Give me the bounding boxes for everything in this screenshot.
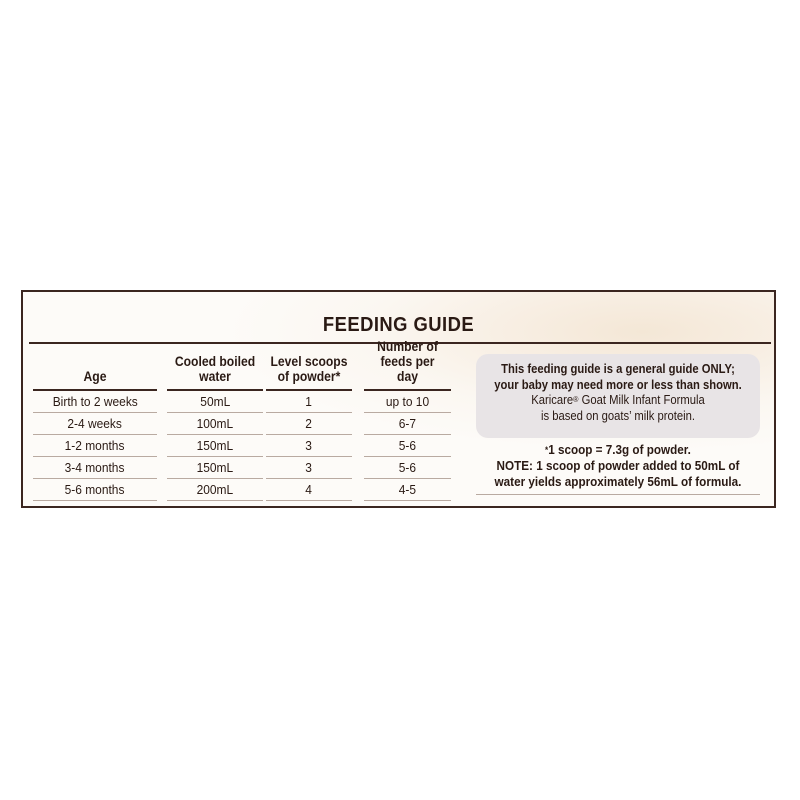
feeding-guide-title: FEEDING GUIDE [322,314,475,336]
table-cell [167,479,263,501]
cell-text: 200mL [196,482,234,497]
cell-text: 3-4 months [65,460,125,475]
cell-text: up to 10 [385,394,430,409]
table-cell [266,391,352,413]
table-cell [33,479,157,501]
column-age [33,352,157,501]
cell-text: 1 [305,394,313,409]
notes-divider [476,494,760,495]
feeding-guide-panel [21,290,776,508]
table-cell [266,457,352,479]
cell-text: 5-6 months [65,482,125,497]
column-header-age [39,352,151,384]
registered-mark: ® [573,395,579,404]
column-feeds [364,339,451,501]
info-line-3 [490,393,746,409]
info-line-1: This feeding guide is a general guide ONLY; [501,362,735,376]
column-cells [364,391,451,501]
table-cell [364,413,451,435]
column-cells [266,391,352,501]
table-cell [364,457,451,479]
header-text: feeds per day [380,354,435,384]
info-line-2: your baby may need more or less than shown. [494,377,742,392]
scoop-note [490,442,746,458]
column-water [167,352,263,501]
table-cell [33,457,157,479]
table-cell [167,435,263,457]
table-cell [33,413,157,435]
header-text: Age [83,369,107,384]
cell-text: Birth to 2 weeks [52,394,138,409]
note-line-2: water yields approximately 56mL of formula. [494,474,742,489]
table-cell [364,479,451,501]
header-text: Number of [377,339,438,354]
table-cell [266,413,352,435]
cell-text: 1-2 months [65,438,125,453]
cell-text: 3 [305,438,313,453]
table-cell [33,391,157,413]
cell-text: 150mL [196,460,234,475]
cell-text: 50mL [200,394,230,409]
header-text: water [199,369,231,384]
table-cell [167,457,263,479]
column-cells [167,391,263,501]
cell-text: 3 [305,460,313,475]
cell-text: 5-6 [398,460,417,475]
table-cell [33,435,157,457]
cell-text: 5-6 [398,438,417,453]
column-scoops [266,352,352,501]
cell-text: 4 [305,482,313,497]
table-cell [266,435,352,457]
scoop-notes [476,442,760,495]
column-header-scoops [270,352,347,384]
column-header-water [172,352,258,384]
cell-text: 150mL [196,438,234,453]
info-line-4: is based on goats’ milk protein. [540,408,696,423]
column-cells [33,391,157,501]
cell-text: 6-7 [398,416,417,431]
brand-name: Karicare [531,393,574,407]
table-cell [266,479,352,501]
table-cell [167,391,263,413]
header-text: of powder* [277,369,341,384]
product-name: Goat Milk Infant Formula [578,393,705,407]
scoop-text: 1 scoop = 7.3g of powder. [548,442,691,457]
column-header-feeds [368,339,446,384]
cell-text: 100mL [196,416,234,431]
cell-text: 2 [305,416,313,431]
note-line-1: NOTE: 1 scoop of powder added to 50mL of [496,458,740,473]
cell-text: 4-5 [398,482,417,497]
header-text: Cooled boiled [174,354,256,369]
cell-text: 2-4 weeks [67,416,123,431]
table-cell [167,413,263,435]
header-text: Level scoops [270,354,348,369]
feeding-guide-info-box [476,354,760,438]
table-cell [364,391,451,413]
table-cell [364,435,451,457]
asterisk: * [545,445,549,455]
